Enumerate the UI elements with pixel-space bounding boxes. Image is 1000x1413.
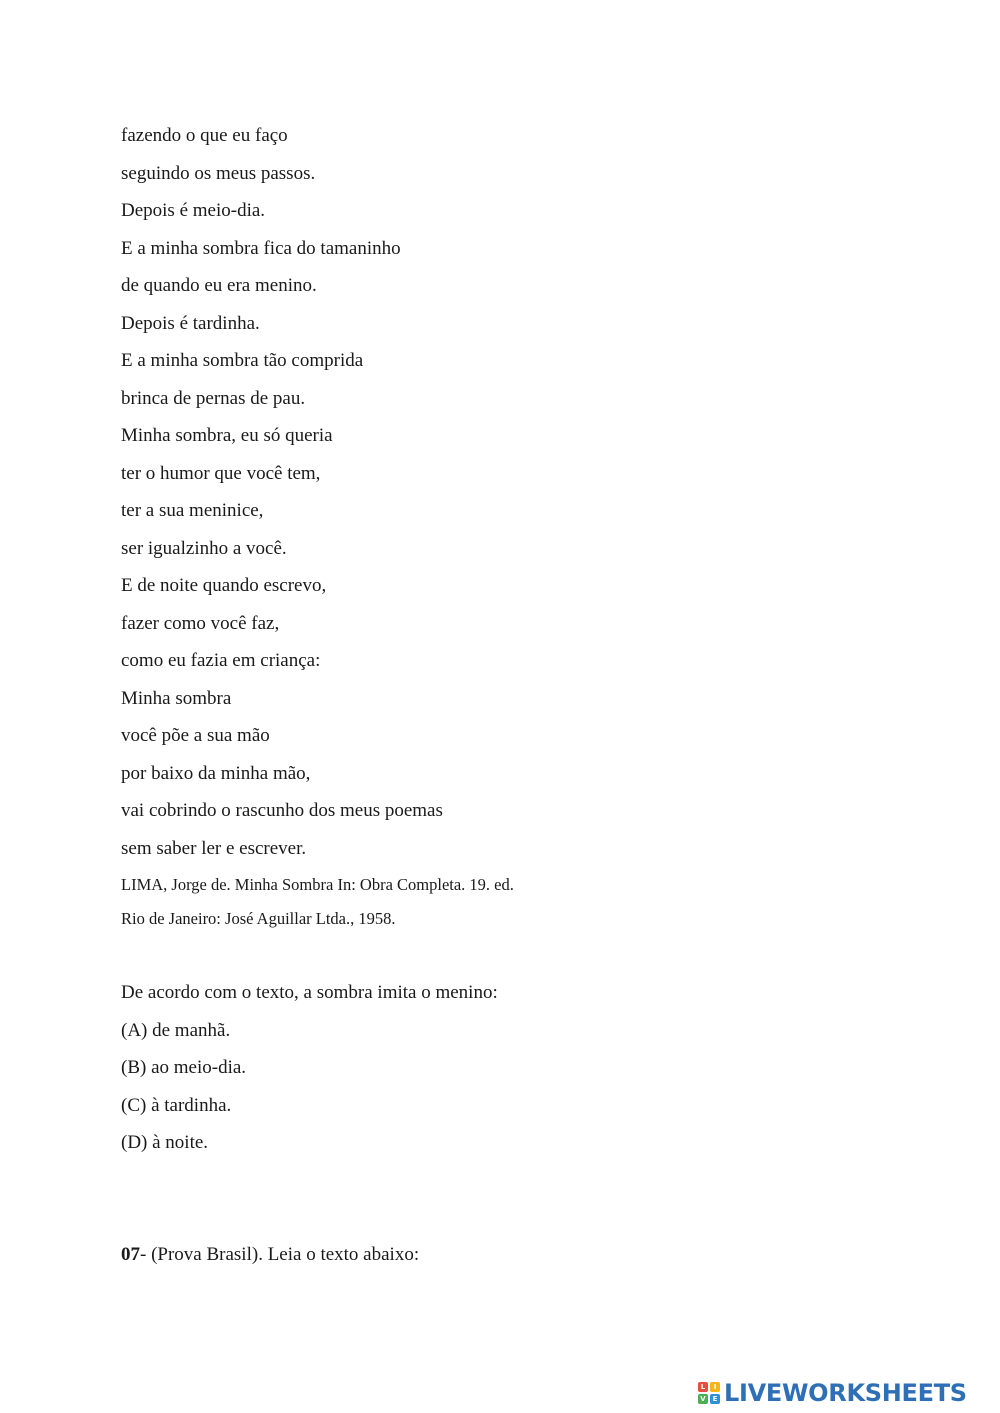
answer-option-d[interactable]: (D) à noite. xyxy=(121,1132,209,1153)
answer-option-b[interactable]: (B) ao meio-dia. xyxy=(121,1057,247,1078)
liveworksheets-logo[interactable] xyxy=(698,1378,967,1408)
citation-line-2: Rio de Janeiro: José Aguillar Ltda., 1958. xyxy=(121,909,396,928)
poem-line: Depois é tardinha. xyxy=(121,312,260,334)
poem-line: ter a sua meninice, xyxy=(121,500,264,521)
next-question-heading xyxy=(121,1236,419,1274)
answer-option-c[interactable]: (C) à tardinha. xyxy=(121,1094,232,1116)
question-number: 07 xyxy=(121,1244,140,1265)
poem-line: Depois é meio-dia. xyxy=(121,200,266,221)
poem-line: E de noite quando escrevo, xyxy=(121,575,327,596)
poem-line: brinca de pernas de pau. xyxy=(121,387,306,409)
poem-line: você põe a sua mão xyxy=(121,725,270,746)
logo-text: LIVEWORKSHEETS xyxy=(724,1379,967,1407)
logo-letter-v: V xyxy=(698,1394,708,1404)
poem-line: Minha sombra, eu só queria xyxy=(121,425,333,446)
poem-line: de quando eu era menino. xyxy=(121,275,317,296)
poem-line: Minha sombra xyxy=(121,687,232,709)
question-text: - (Prova Brasil). Leia o texto abaixo: xyxy=(140,1244,420,1265)
poem-line: como eu fazia em criança: xyxy=(121,650,321,671)
answer-option-a[interactable]: (A) de manhã. xyxy=(121,1019,231,1041)
poem-line: E a minha sombra tão comprida xyxy=(121,350,364,371)
logo-letter-l: L xyxy=(698,1382,708,1392)
poem-line: seguindo os meus passos. xyxy=(121,162,316,184)
poem-line: sem saber ler e escrever. xyxy=(121,837,307,859)
poem-line: E a minha sombra fica do tamaninho xyxy=(121,237,401,259)
poem-line: vai cobrindo o rascunho dos meus poemas xyxy=(121,800,443,821)
logo-letter-e: E xyxy=(710,1394,720,1404)
poem-text xyxy=(121,117,443,867)
citation-line-1: LIMA, Jorge de. Minha Sombra In: Obra Completa. 19. ed. xyxy=(121,875,514,894)
poem-line: por baixo da minha mão, xyxy=(121,762,311,784)
poem-line: fazer como você faz, xyxy=(121,612,280,634)
question-prompt: De acordo com o texto, a sombra imita o menino: xyxy=(121,982,498,1003)
citation xyxy=(121,868,514,936)
logo-icon xyxy=(698,1382,720,1404)
poem-line: ter o humor que você tem, xyxy=(121,462,321,484)
question-block xyxy=(121,974,498,1162)
poem-line: ser igualzinho a você. xyxy=(121,537,287,559)
poem-line: fazendo o que eu faço xyxy=(121,125,288,146)
logo-letter-i: I xyxy=(710,1382,720,1392)
